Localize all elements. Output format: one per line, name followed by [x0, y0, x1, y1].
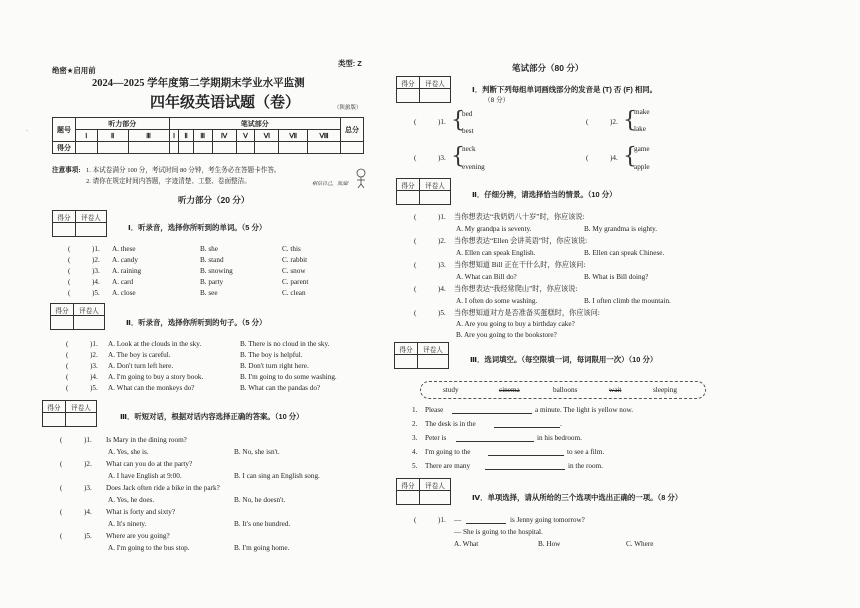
question-text: Where are you going? [106, 532, 170, 540]
sentence-start: There are many [425, 462, 471, 470]
question-number: )1. [90, 340, 98, 348]
option-b[interactable]: B. It's one hundred. [234, 520, 291, 528]
list-item: ( )2. 当你想表达“Ellen 会讲英语”时，你应该说: A. Ellen can speak English. B. Ellen can speak Chinese. [414, 237, 665, 257]
listening-s3-list [48, 436, 370, 556]
question-number: )3. [84, 484, 92, 492]
section-title: Ⅳ．单项选择，请从所给的三个选项中选出正确的一项。（8 分） [472, 493, 683, 502]
question-text: 当你想表达“我经常爬山”时，你应该说: [454, 285, 578, 293]
question-text: 当你想表达“Ellen 会讲英语”时，你应该说: [454, 237, 588, 245]
sentence-end: . [560, 420, 562, 428]
section-title: Ⅲ．听短对话，根据对话内容选择正确的答案。（10 分） [120, 412, 304, 421]
brace-icon: { [623, 108, 637, 133]
option-a[interactable]: A. close [112, 289, 136, 297]
list-item: ( )3. 当你想知道 Bill 正在干什么时，你应该问: A. What can Bill do? B. What is Bill doing? [414, 261, 649, 281]
question-number: )4. [84, 508, 92, 516]
marker-cell[interactable] [420, 89, 451, 103]
score-col: Ⅱ [97, 130, 128, 142]
marker-cell[interactable] [76, 223, 107, 237]
option-a[interactable]: A. Ellen can speak English. [456, 249, 536, 257]
score-cell[interactable] [169, 142, 179, 154]
dialog-dash: — [454, 516, 462, 524]
question-number: )1. [84, 436, 92, 444]
score-col: Ⅰ [76, 130, 98, 142]
section-title: Ⅰ．听录音，选择你所听到的单词。（5 分） [128, 223, 267, 232]
score-cell[interactable] [307, 142, 340, 154]
option-b[interactable]: B. There is no cloud in the sky. [240, 340, 330, 348]
option-b[interactable]: B. stand [200, 256, 224, 264]
question-number: 2. [412, 420, 418, 428]
option-a[interactable]: A. What [454, 540, 479, 548]
option-a[interactable]: A. I'm going to buy a story book. [108, 373, 204, 381]
total-header: 总分 [341, 118, 364, 142]
grader-box [396, 478, 451, 505]
listening-s2-list [48, 340, 370, 395]
listening-group-header: 听力部分 [76, 118, 170, 130]
sentence-end: in his bedroom. [537, 434, 582, 442]
answer-blank[interactable] [488, 448, 564, 456]
option-a[interactable]: A. card [112, 278, 134, 286]
question-number: 1. [412, 406, 418, 414]
written-title: 笔试部分（80 分） [512, 63, 584, 73]
question-number: )4. [92, 278, 100, 286]
marker-cell[interactable] [74, 316, 105, 330]
question-number: )5. [92, 289, 100, 297]
list-item: ( )2. A. candy B. stand C. rabbit [68, 256, 308, 264]
list-item: ( )5. A. close B. see C. clean [68, 289, 306, 297]
option-b[interactable]: B. I'm going to do some washing. [240, 373, 337, 381]
question-number: )4. [90, 373, 98, 381]
option-a[interactable]: A. candy [112, 256, 138, 264]
option-a[interactable]: A. I have English at 9:00. [108, 472, 182, 480]
brace-icon: { [451, 108, 465, 133]
notes-line: 2. 请你在规定时间内答题，字迹清楚、工整、卷面整洁。 [86, 178, 251, 185]
list-item: ( )5. Where are you going? A. I'm going to the bus stop. B. I'm going home. [60, 532, 290, 552]
marker-cell[interactable] [420, 491, 451, 505]
question-number: )2. [438, 237, 446, 245]
answer-blank[interactable] [485, 462, 565, 470]
word: best [462, 127, 474, 135]
score-col: Ⅱ [179, 130, 193, 142]
grader-box [396, 76, 451, 103]
list-item [392, 448, 802, 462]
score-label: 得分 [395, 343, 418, 355]
option-b[interactable]: B. My grandma is eighty. [584, 225, 657, 233]
exam-title: 2024—2025 学年度第二学期期末学业水平监测 [92, 78, 305, 89]
score-col: Ⅲ [193, 130, 212, 142]
sentence-start: I'm going to the [425, 448, 471, 456]
brace-icon: { [451, 144, 465, 169]
marker-cell[interactable] [66, 413, 97, 427]
list-item: ( )2. A. The boy is careful. B. The boy is helpful. [66, 351, 303, 359]
brace-icon: { [623, 144, 637, 169]
option-a[interactable]: A. Look at the clouds in the sky. [108, 340, 202, 348]
option-a[interactable]: A. I often do some washing. [456, 297, 538, 305]
cartoon-figure-icon [354, 168, 368, 188]
score-label: 得分 [43, 401, 66, 413]
option-b[interactable]: B. I'm going home. [234, 544, 290, 552]
word-bank-item: sleeping [653, 386, 677, 394]
option-a[interactable]: A. What can the monkeys do? [108, 384, 195, 392]
question-text: 当你想知道 Bill 正在干什么时，你应该问: [454, 261, 586, 269]
answer-blank[interactable] [452, 406, 532, 414]
option-c[interactable]: C. snow [282, 267, 306, 275]
score-table [52, 117, 364, 154]
main-title: 四年级英语试题（卷） [150, 94, 301, 111]
question-number: )2. [610, 118, 618, 126]
list-item [392, 406, 802, 420]
score-cell[interactable] [236, 142, 255, 154]
list-item: ( )1. A. Look at the clouds in the sky. B. There is no cloud in the sky. [66, 340, 330, 348]
grader-box [52, 210, 107, 237]
list-item [392, 462, 802, 476]
question-text: What is forty and sixty? [106, 508, 176, 516]
word: bed [462, 110, 473, 118]
situation-list [392, 213, 802, 339]
question-number: )5. [90, 384, 98, 392]
section-title: Ⅲ．选词填空。（每空限填一词，每词限用一次）（10 分） [470, 355, 658, 364]
score-col: Ⅳ [212, 130, 236, 142]
option-a[interactable]: A. Are you going to buy a birthday cake? [456, 320, 575, 328]
option-b[interactable]: B. No, she isn't. [234, 448, 280, 456]
question-number: )4. [610, 154, 618, 162]
choice-list: ( )1. — is Jenny going tomorrow? — She is going to the hospital. A. What B. How C. Where [414, 516, 654, 548]
word-bank-item: balloons [553, 386, 578, 394]
grader-box [394, 342, 449, 369]
question-number: )2. [84, 460, 92, 468]
question-number: )1. [92, 245, 100, 253]
reply-text: — She is going to the hospital. [454, 528, 543, 536]
option-b[interactable]: B. snowing [200, 267, 233, 275]
question-text: is Jenny going tomorrow? [510, 516, 585, 524]
section-points: （8 分） [484, 97, 510, 104]
question-text: 当你想表达“我奶奶八十岁”时，你应该说: [454, 213, 585, 221]
score-cell[interactable] [395, 355, 418, 369]
grader-box [396, 178, 451, 205]
cartoon-caption: 相信自己，加油! [312, 182, 349, 187]
question-text: What can you do at the party? [106, 460, 193, 468]
question-number: )5. [438, 309, 446, 317]
question-text: Is Mary in the dining room? [106, 436, 187, 444]
sentence-start: Please [425, 406, 444, 414]
word: make [634, 108, 650, 116]
secret-label: 绝密★启用前 [52, 66, 96, 75]
answer-blank[interactable] [466, 516, 506, 524]
marker-label: 评卷人 [418, 343, 449, 355]
word: apple [634, 163, 650, 171]
list-item [392, 420, 802, 434]
question-number: )5. [84, 532, 92, 540]
option-b[interactable]: B. Don't turn right here. [240, 362, 309, 370]
list-item: ( )3. A. Don't turn left here. B. Don't turn right here. [66, 362, 309, 370]
list-item: ( )1. A. these B. she C. this [68, 245, 301, 253]
question-number: )3. [438, 154, 446, 162]
question-number: )4. [438, 285, 446, 293]
option-b[interactable]: B. Are you going to the bookstore? [456, 331, 557, 339]
score-col: Ⅵ [255, 130, 279, 142]
marker-label: 评卷人 [74, 304, 105, 316]
option-a[interactable]: A. What can Bill do? [456, 273, 517, 281]
score-table-header: 题号 [53, 118, 76, 142]
phonics-list: ( )1. { bed best ( )2. { make lake ( )3. { neck evening ( )4. { game apple [414, 108, 650, 171]
score-cell[interactable] [51, 316, 74, 330]
question-number: 3. [412, 434, 418, 442]
score-cell[interactable] [212, 142, 236, 154]
notes-label: 注意事项: [52, 167, 81, 174]
margin-mark: · [26, 127, 29, 135]
score-cell[interactable] [128, 142, 169, 154]
option-b[interactable]: B. No, he doesn't. [234, 496, 286, 504]
list-item: ( )2. What can you do at the party? A. I have English at 9:00. B. I can sing an English song. [60, 460, 320, 480]
section-title: Ⅰ．判断下列每组单词画线部分的发音是 (T) 否 (F) 相同。 [472, 85, 658, 94]
option-b[interactable]: B. she [200, 245, 218, 253]
question-number: 5. [412, 462, 418, 470]
list-item: ( )4. What is forty and sixty? A. It's ninety. B. It's one hundred. [60, 508, 291, 528]
option-b[interactable]: B. see [200, 289, 218, 297]
section-title: Ⅱ．听录音，选择你所听到的句子。（5 分） [126, 318, 267, 327]
word: evening [462, 163, 485, 171]
score-col: Ⅰ [169, 130, 179, 142]
marker-cell[interactable] [418, 355, 449, 369]
word: neck [462, 145, 476, 153]
list-item: ( )4. A. card B. party C. parent [68, 278, 309, 286]
option-c[interactable]: C. Where [626, 540, 654, 548]
option-c[interactable]: C. rabbit [282, 256, 308, 264]
listening-title: 听力部分（20 分） [178, 195, 250, 205]
score-label: 得分 [397, 179, 420, 191]
word: game [634, 145, 650, 153]
option-b[interactable]: B. party [200, 278, 224, 286]
score-label: 得分 [397, 479, 420, 491]
question-number: )3. [92, 267, 100, 275]
score-cell[interactable] [53, 223, 76, 237]
marker-cell[interactable] [420, 191, 451, 205]
score-cell[interactable] [76, 142, 98, 154]
option-a[interactable]: A. It's ninety. [108, 520, 147, 528]
question-number: )2. [90, 351, 98, 359]
score-cell[interactable] [397, 89, 420, 103]
grader-box [42, 400, 97, 427]
list-item [392, 434, 802, 448]
fill-blank-list [392, 406, 802, 476]
list-item: ( )1. Is Mary in the dining room? A. Yes, she is. B. No, she isn't. [60, 436, 280, 456]
list-item: ( )3. A. raining B. snowing C. snow [68, 267, 306, 275]
score-cell[interactable] [255, 142, 279, 154]
grader-box [50, 303, 105, 330]
question-text: Does Jack often ride a bike in the park? [106, 484, 220, 492]
score-cell[interactable] [397, 191, 420, 205]
list-item: ( )4. 当你想表达“我经常爬山”时，你应该说: A. I often do some washing. B. I often climb the mountain. [414, 285, 671, 305]
option-a[interactable]: A. My grandpa is seventy. [456, 225, 532, 233]
question-number: )2. [92, 256, 100, 264]
list-item: ( )5. A. What can the monkeys do? B. What can the pandas do? [66, 384, 321, 392]
marker-label: 评卷人 [420, 77, 451, 89]
word-bank-item: study [443, 386, 459, 394]
score-label: 得分 [51, 304, 74, 316]
question-number: )3. [90, 362, 98, 370]
option-a[interactable]: A. The boy is careful. [108, 351, 171, 359]
score-cell[interactable] [193, 142, 212, 154]
option-b[interactable]: B. I often climb the mountain. [584, 297, 671, 305]
list-item: ( )1. 当你想表达“我奶奶八十岁”时，你应该说: A. My grandpa is seventy. B. My grandma is eighty. [414, 213, 657, 233]
question-text: 当你想知道对方是否准备买蛋糕时，你应该问: [454, 309, 600, 317]
score-col: Ⅲ [128, 130, 169, 142]
score-cell[interactable] [341, 142, 364, 154]
list-item: ( )4. A. I'm going to buy a story book. B. I'm going to do some washing. [66, 373, 337, 381]
score-col: Ⅶ [279, 130, 308, 142]
option-b[interactable]: B. I can sing an English song. [234, 472, 320, 480]
option-c[interactable]: C. this [282, 245, 301, 253]
option-a[interactable]: A. I'm going to the bus stop. [108, 544, 190, 552]
listening-s1-list [48, 245, 370, 300]
word-bank [420, 381, 706, 399]
option-a[interactable]: A. Yes, she is. [108, 448, 149, 456]
score-label: 得分 [397, 77, 420, 89]
written-group-header: 笔试部分 [169, 118, 340, 130]
word-bank-item: wait [609, 386, 622, 394]
score-label: 得分 [53, 211, 76, 223]
score-cell[interactable] [179, 142, 193, 154]
question-number: )3. [438, 261, 446, 269]
question-number: 4. [412, 448, 418, 456]
sentence-end: to see a film. [567, 448, 605, 456]
option-b[interactable]: B. The boy is helpful. [240, 351, 303, 359]
answer-blank[interactable] [494, 420, 560, 428]
score-col: Ⅷ [307, 130, 340, 142]
edition-label: （陕旅版） [334, 105, 362, 111]
score-col: Ⅴ [236, 130, 255, 142]
notes-line: 1. 本试卷满分 100 分，考试时间 80 分钟，考生务必在答题卡作答。 [86, 167, 281, 174]
question-number: )1. [438, 213, 446, 221]
marker-label: 评卷人 [420, 479, 451, 491]
marker-label: 评卷人 [420, 179, 451, 191]
option-a[interactable]: A. Don't turn left here. [108, 362, 174, 370]
option-a[interactable]: A. raining [112, 267, 142, 275]
option-c[interactable]: C. clean [282, 289, 306, 297]
option-b[interactable]: B. How [538, 540, 561, 548]
marker-label: 评卷人 [66, 401, 97, 413]
score-cell[interactable] [97, 142, 128, 154]
word: lake [634, 125, 646, 133]
question-number: )1. [438, 516, 446, 524]
type-label: 类型: Z [338, 59, 362, 68]
score-cell[interactable] [279, 142, 308, 154]
score-cell[interactable] [43, 413, 66, 427]
sentence-start: The desk is in the [425, 420, 476, 428]
word-bank-item: cinema [499, 386, 520, 394]
option-a[interactable]: A. these [112, 245, 136, 253]
list-item: ( )3. Does Jack often ride a bike in the park? A. Yes, he does. B. No, he doesn't. [60, 484, 286, 504]
marker-label: 评卷人 [76, 211, 107, 223]
option-b[interactable]: B. What is Bill doing? [584, 273, 649, 281]
option-a[interactable]: A. Yes, he does. [108, 496, 155, 504]
option-b[interactable]: B. Ellen can speak Chinese. [584, 249, 665, 257]
list-item: ( )5. 当你想知道对方是否准备买蛋糕时，你应该问: A. Are you going to buy a birthday cake? B. Are you going to the bookstore? [414, 309, 600, 339]
sentence-end: in the room. [568, 462, 603, 470]
question-number: )1. [438, 118, 446, 126]
answer-blank[interactable] [456, 434, 534, 442]
sentence-end: a minute. The light is yellow now. [535, 406, 634, 414]
score-cell[interactable] [397, 491, 420, 505]
section-title: Ⅱ．仔细分辨，请选择恰当的情景。（10 分） [472, 190, 617, 199]
score-row-label: 得分 [53, 142, 76, 154]
option-b[interactable]: B. What can the pandas do? [240, 384, 321, 392]
sentence-start: Peter is [425, 434, 447, 442]
option-c[interactable]: C. parent [282, 278, 309, 286]
